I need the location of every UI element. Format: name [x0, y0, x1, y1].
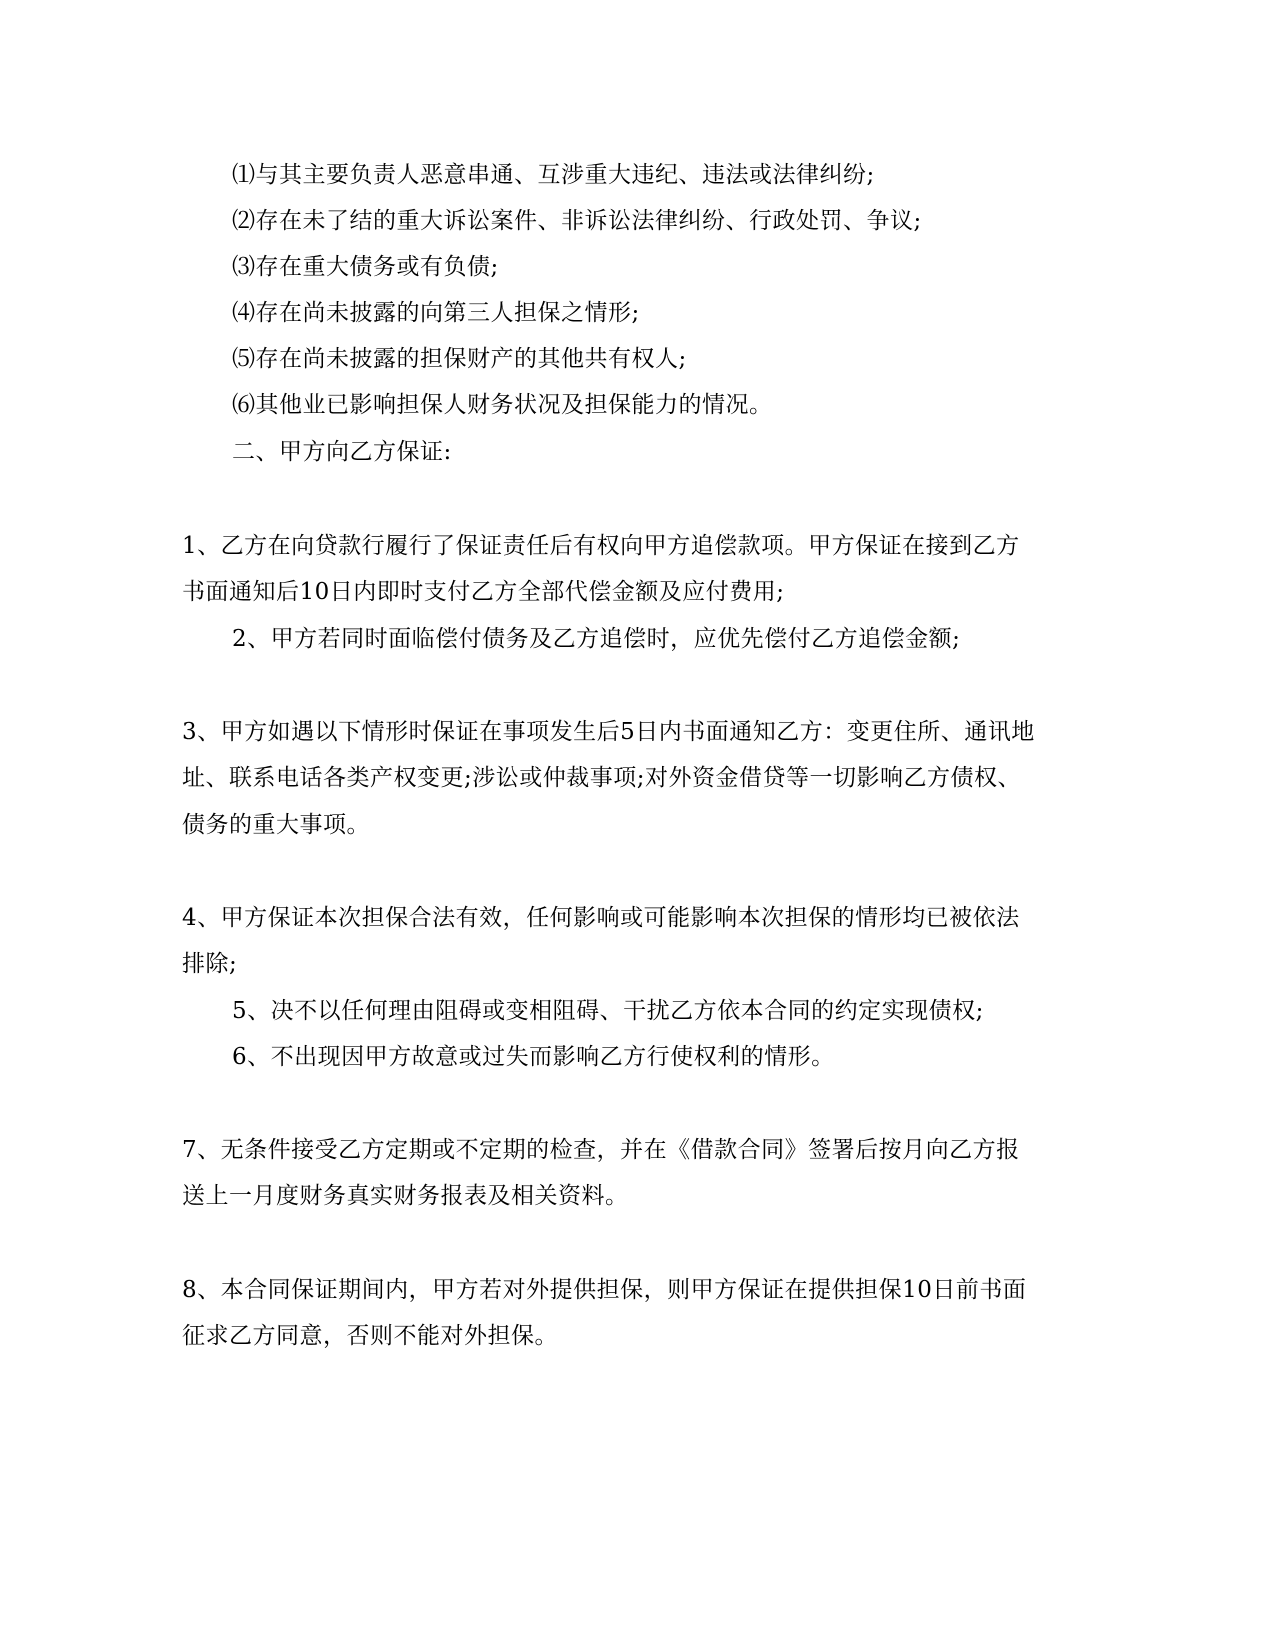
section-heading: 二、甲方向乙方保证:	[232, 439, 452, 465]
guarantee-8-line-2: 征求乙方同意，否则不能对外担保。	[182, 1323, 558, 1349]
guarantee-2: 2、甲方若同时面临偿付债务及乙方追偿时，应优先偿付乙方追偿金额;	[232, 626, 961, 652]
guarantee-5: 5、决不以任何理由阻碍或变相阻碍、干扰乙方依本合同的约定实现债权;	[232, 998, 984, 1024]
guarantee-7-line-2: 送上一月度财务真实财务报表及相关资料。	[182, 1183, 629, 1209]
guarantee-7-line-1: 7、无条件接受乙方定期或不定期的检查，并在《借款合同》签署后按月向乙方报	[182, 1137, 1020, 1163]
clause-1: ⑴与其主要负责人恶意串通、互涉重大违纪、违法或法律纠纷;	[232, 162, 875, 188]
guarantee-3-line-3: 债务的重大事项。	[182, 812, 370, 838]
guarantee-6: 6、不出现因甲方故意或过失而影响乙方行使权利的情形。	[232, 1044, 835, 1070]
guarantee-4-line-1: 4、甲方保证本次担保合法有效，任何影响或可能影响本次担保的情形均已被依法	[182, 905, 1020, 931]
guarantee-3-line-2: 址、联系电话各类产权变更;涉讼或仲裁事项;对外资金借贷等一切影响乙方债权、	[182, 765, 1021, 791]
guarantee-1-line-2: 书面通知后10日内即时支付乙方全部代偿金额及应付费用;	[182, 579, 785, 605]
clause-5: ⑸存在尚未披露的担保财产的其他共有权人;	[232, 346, 687, 372]
guarantee-3-line-1: 3、甲方如遇以下情形时保证在事项发生后5日内书面通知乙方：变更住所、通讯地	[182, 719, 1035, 745]
guarantee-1-line-1: 1、乙方在向贷款行履行了保证责任后有权向甲方追偿款项。甲方保证在接到乙方	[182, 533, 1020, 559]
guarantee-8-line-1: 8、本合同保证期间内，甲方若对外提供担保，则甲方保证在提供担保10日前书面	[182, 1277, 1027, 1303]
guarantee-4-line-2: 排除;	[182, 951, 238, 977]
clause-4: ⑷存在尚未披露的向第三人担保之情形;	[232, 300, 640, 326]
clause-2: ⑵存在未了结的重大诉讼案件、非诉讼法律纠纷、行政处罚、争议;	[232, 208, 922, 234]
clause-3: ⑶存在重大债务或有负债;	[232, 254, 499, 280]
clause-6: ⑹其他业已影响担保人财务状况及担保能力的情况。	[232, 392, 773, 418]
